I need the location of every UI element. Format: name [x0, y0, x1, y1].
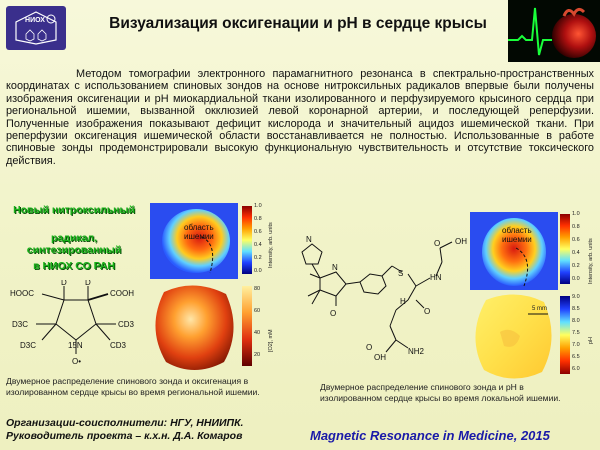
tick: 0.8 [572, 224, 580, 230]
logo-text: НИОХ [25, 17, 45, 24]
chem-d2-label: D [85, 280, 91, 287]
tick: 8.0 [572, 318, 580, 324]
tick: 0.6 [572, 237, 580, 243]
synthesized-radical-note [4, 200, 144, 280]
chem-n-label: 15N [68, 341, 83, 350]
green-text-line-2: радикал, синтезированный [26, 232, 122, 256]
chem-right-oh1: OH [455, 237, 467, 246]
chem-hooc-label: HOOC [10, 289, 34, 298]
tick: 0.2 [572, 263, 580, 269]
project-leader-line: Руководитель проекта – к.х.н. Д.А. Комаров [6, 430, 243, 442]
right-caption: Двумерное распределение спинового зонда и pH в изолированном сердце крысы во время локальной ишемии. [320, 382, 561, 403]
chem-o-label: O• [72, 357, 82, 366]
right-intensity-colorbar [560, 214, 570, 284]
left-caption: Двумерное распределение спинового зонда и оксигенация в изолированном сердце крысы во время региональной ишемии. [6, 376, 260, 397]
chem-right-o-a: O [434, 239, 441, 248]
tick: 7.0 [572, 342, 580, 348]
right-ph-ticks [572, 294, 586, 376]
chem-cd3-label-3: D3C [20, 341, 37, 350]
chem-cd3-label-1: D3C [12, 320, 29, 329]
tick: 0.0 [254, 268, 262, 274]
nitroxide-structure-left [6, 280, 146, 380]
chem-right-o-radical: O [330, 309, 337, 318]
tick: 7.5 [572, 330, 580, 336]
chem-right-oh2: OH [374, 353, 386, 362]
right-intensity-map [470, 212, 558, 290]
right-ischemia-region-label: область ишемии [502, 226, 532, 244]
logo-emblem-icon [12, 10, 60, 46]
tick: 0.0 [572, 276, 580, 282]
tick: 1.0 [572, 211, 580, 217]
right-ph-map [470, 292, 558, 380]
chem-right-hn: HN [430, 273, 442, 282]
left-ischemia-region-label: область ишемии [184, 223, 214, 241]
tick: 80 [254, 286, 261, 292]
chem-d1-label: D [61, 280, 67, 287]
right-ph-colorbar [560, 296, 570, 374]
left-oxygen-colorbar [242, 286, 252, 366]
left-intensity-map [150, 203, 238, 279]
right-intensity-ticks [572, 211, 586, 289]
chem-cd3-label-2: CD3 [118, 320, 135, 329]
right-ph-axis-label: pH [588, 336, 594, 344]
chem-right-nplus: N [332, 263, 338, 272]
journal-citation: Magnetic Resonance in Medicine, 2015 [310, 428, 550, 443]
left-intensity-ticks [254, 203, 268, 279]
nitroxide-structure-right [290, 234, 468, 374]
tick: 0.2 [254, 255, 262, 261]
right-intensity-axis-label: Intensity, arb. units [588, 238, 594, 284]
chem-cd3-label-4: CD3 [110, 341, 127, 350]
page-title: Визуализация оксигенации и pH в сердце крысы [109, 15, 487, 32]
scale-bar-label: 5 mm [532, 306, 547, 312]
tick: 8.5 [572, 306, 580, 312]
organizations-block [6, 417, 306, 443]
tick: 0.6 [254, 229, 262, 235]
tick: 60 [254, 308, 261, 314]
chem-right-nh2: NH2 [408, 347, 425, 356]
tick: 40 [254, 330, 261, 336]
chem-right-n-ring: N [306, 235, 312, 244]
chem-right-h: H [400, 297, 406, 306]
chem-right-o-b: O [424, 307, 431, 316]
tick: 6.5 [572, 354, 580, 360]
left-oxygen-map [150, 282, 238, 372]
organizations-line: Организации-соисполнители: НГУ, ННИИПК. [6, 417, 244, 429]
left-intensity-axis-label: Intensity, arb. units [268, 222, 274, 268]
chem-right-o-c: O [366, 343, 373, 352]
left-intensity-colorbar [242, 206, 252, 274]
niokh-logo [6, 6, 66, 50]
tick: 0.4 [254, 242, 262, 248]
tick: 0.8 [254, 216, 262, 222]
tick: 9.0 [572, 294, 580, 300]
green-text-line-3: в НИОХ СО РАН [33, 260, 115, 272]
description-paragraph: Методом томографии электронного парамагнитного резонанса в спектрально-пространственных координатах с использованием спиновых зондов на основе нитроксильных радикалов впервые были получены изображения оксигенации и pH миокардиальной ткани изолированного и перфузируемого крысиного сердца при региональной ишемии, вызванной окклюзией левой коронарной артерии, и последующей реперфузии. Полученные изображения показывают дефицит кислорода и значительный ацидоз ишемической ткани. При реперфузии оксигенация ишемической области восстанавливается не полностью. Использованные в работе спиновые зонды продемонстрировали высокую функциональную чувствительность и отсутствие токсического действия. [6, 68, 594, 167]
tick: 6.0 [572, 366, 580, 372]
tick: 0.4 [572, 250, 580, 256]
heart-ecg-image [508, 0, 600, 62]
green-text-line-1: Новый нитроксильный [13, 204, 135, 216]
tick: 20 [254, 352, 261, 358]
chem-cooh-label: COOH [110, 289, 134, 298]
left-oxygen-axis-label: [O2], mM [268, 329, 274, 352]
left-oxygen-ticks [254, 284, 268, 368]
tick: 1.0 [254, 203, 262, 209]
chem-right-s: S [398, 269, 404, 278]
